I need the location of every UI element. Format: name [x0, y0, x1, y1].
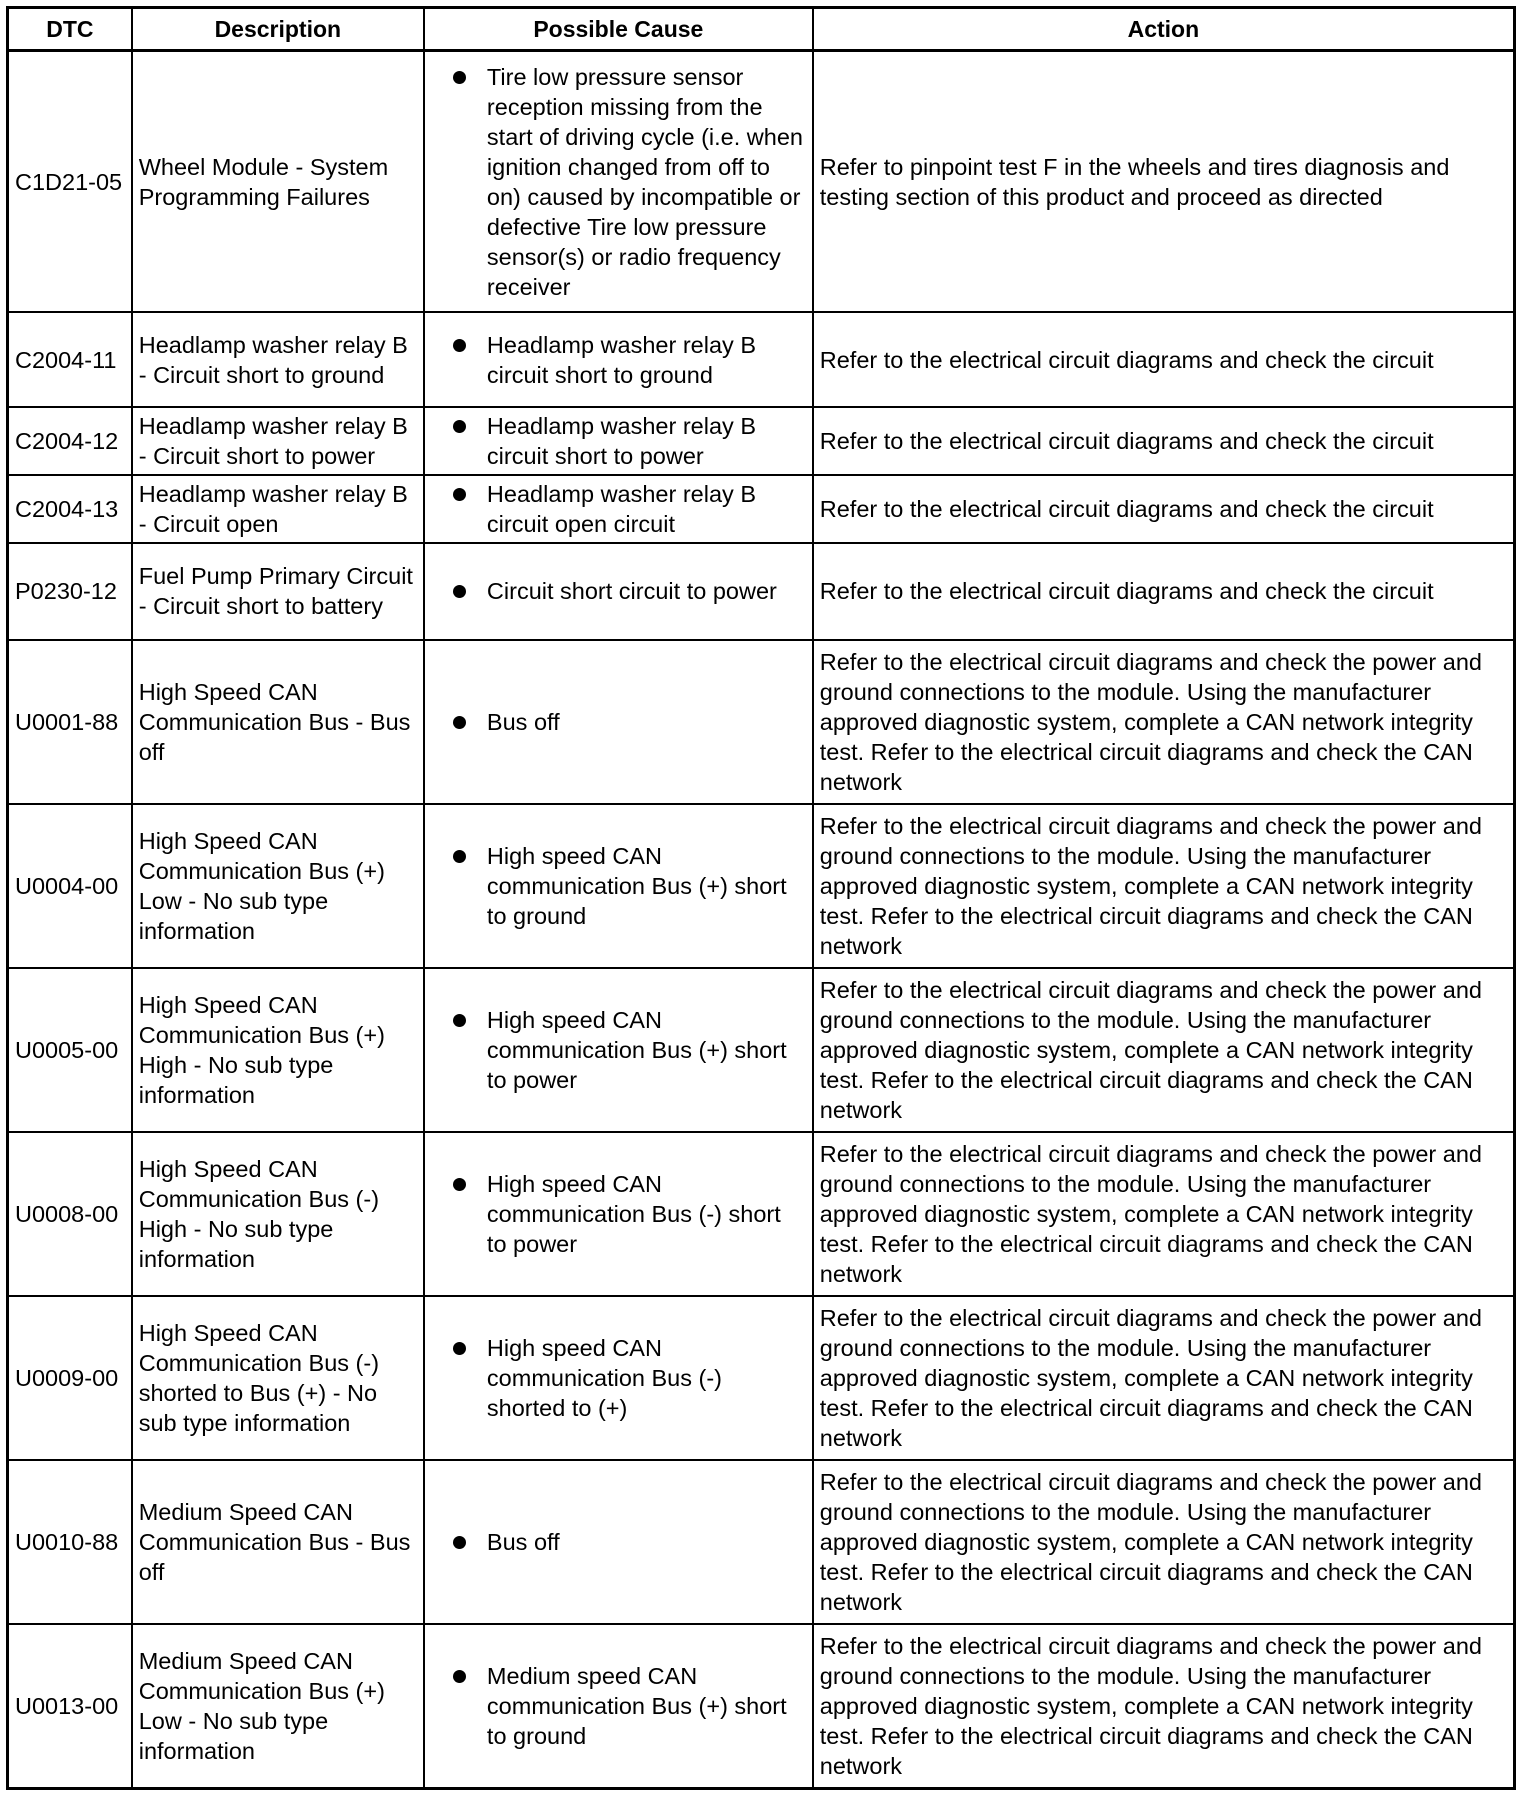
bullet-icon — [453, 420, 466, 433]
possible-cause-text: Circuit short circuit to power — [486, 578, 777, 605]
description-cell: Headlamp washer relay B - Circuit short to power — [132, 407, 424, 475]
table-row — [8, 543, 1515, 640]
table-row — [8, 312, 1515, 407]
bullet-icon — [453, 339, 466, 352]
table-row — [8, 1624, 1515, 1789]
possible-cause-item — [431, 707, 806, 737]
description-cell: Fuel Pump Primary Circuit - Circuit short to battery — [132, 543, 424, 640]
possible-cause-item — [431, 1005, 806, 1095]
table-row — [8, 804, 1515, 968]
possible-cause-cell — [424, 640, 813, 804]
table-row — [8, 968, 1515, 1132]
possible-cause-cell — [424, 51, 813, 313]
possible-cause-item — [431, 62, 806, 302]
possible-cause-text: Headlamp washer relay B circuit open circuit — [486, 480, 756, 537]
bullet-icon — [453, 71, 466, 84]
description-cell: High Speed CAN Communication Bus (+) Low - No sub type information — [132, 804, 424, 968]
action-cell: Refer to the electrical circuit diagrams and check the power and ground connections to the module. Using the manufacturer approved diagnostic system, complete a CAN network integrity test. Refer to the electrical circuit diagrams and check the CAN network — [813, 968, 1515, 1132]
possible-cause-list — [431, 707, 806, 737]
action-cell: Refer to the electrical circuit diagrams and check the circuit — [813, 543, 1515, 640]
bullet-icon — [453, 850, 466, 863]
possible-cause-item — [431, 479, 806, 539]
action-cell: Refer to the electrical circuit diagrams and check the power and ground connections to the module. Using the manufacturer approved diagnostic system, complete a CAN network integrity test. Refer to the electrical circuit diagrams and check the CAN network — [813, 1296, 1515, 1460]
dtc-code-cell: U0008-00 — [8, 1132, 132, 1296]
possible-cause-item — [431, 330, 806, 390]
bullet-icon — [453, 716, 466, 729]
possible-cause-item — [431, 411, 806, 471]
possible-cause-text: Tire low pressure sensor reception missing from the start of driving cycle (i.e. when ignition changed from off to on) caused by incompatible or defective Tire low pressure sensor(s) or radio frequency receiver — [486, 63, 803, 300]
possible-cause-text: Medium speed CAN communication Bus (+) short to ground — [486, 1662, 787, 1749]
possible-cause-item — [431, 576, 806, 606]
possible-cause-list — [431, 62, 806, 302]
header-action: Action — [813, 8, 1515, 51]
possible-cause-list — [431, 1661, 806, 1751]
dtc-code-cell: U0004-00 — [8, 804, 132, 968]
dtc-code-cell: U0009-00 — [8, 1296, 132, 1460]
possible-cause-text: High speed CAN communication Bus (+) short to ground — [486, 842, 787, 929]
description-cell: High Speed CAN Communication Bus (-) High - No sub type information — [132, 1132, 424, 1296]
possible-cause-item — [431, 1661, 806, 1751]
table-header-row — [8, 8, 1515, 51]
possible-cause-list — [431, 1169, 806, 1259]
header-dtc: DTC — [8, 8, 132, 51]
description-cell: Medium Speed CAN Communication Bus (+) Low - No sub type information — [132, 1624, 424, 1789]
table-row — [8, 640, 1515, 804]
action-cell: Refer to the electrical circuit diagrams and check the power and ground connections to the module. Using the manufacturer approved diagnostic system, complete a CAN network integrity test. Refer to the electrical circuit diagrams and check the CAN network — [813, 640, 1515, 804]
description-cell: Medium Speed CAN Communication Bus - Bus off — [132, 1460, 424, 1624]
description-cell: High Speed CAN Communication Bus (-) shorted to Bus (+) - No sub type information — [132, 1296, 424, 1460]
table-row — [8, 1296, 1515, 1460]
table-row — [8, 1460, 1515, 1624]
header-description: Description — [132, 8, 424, 51]
action-cell: Refer to the electrical circuit diagrams and check the circuit — [813, 312, 1515, 407]
possible-cause-item — [431, 1169, 806, 1259]
bullet-icon — [453, 488, 466, 501]
table-row — [8, 1132, 1515, 1296]
dtc-table — [6, 6, 1516, 1790]
action-cell: Refer to the electrical circuit diagrams and check the power and ground connections to the module. Using the manufacturer approved diagnostic system, complete a CAN network integrity test. Refer to the electrical circuit diagrams and check the CAN network — [813, 804, 1515, 968]
possible-cause-text: High speed CAN communication Bus (-) short to power — [486, 1170, 781, 1257]
description-cell: High Speed CAN Communication Bus - Bus off — [132, 640, 424, 804]
possible-cause-text: High speed CAN communication Bus (-) shorted to (+) — [486, 1334, 722, 1421]
table-row — [8, 475, 1515, 543]
table-row — [8, 407, 1515, 475]
bullet-icon — [453, 1536, 466, 1549]
dtc-code-cell: C2004-12 — [8, 407, 132, 475]
possible-cause-cell — [424, 312, 813, 407]
dtc-code-cell: U0001-88 — [8, 640, 132, 804]
action-cell: Refer to the electrical circuit diagrams and check the circuit — [813, 475, 1515, 543]
possible-cause-cell — [424, 1132, 813, 1296]
bullet-icon — [453, 1670, 466, 1683]
dtc-code-cell: U0013-00 — [8, 1624, 132, 1789]
possible-cause-text: Headlamp washer relay B circuit short to power — [486, 413, 756, 469]
possible-cause-list — [431, 576, 806, 606]
dtc-code-cell: U0010-88 — [8, 1460, 132, 1624]
dtc-code-cell: C2004-13 — [8, 475, 132, 543]
possible-cause-text: Headlamp washer relay B circuit short to ground — [486, 331, 756, 388]
bullet-icon — [453, 1014, 466, 1027]
dtc-code-cell: U0005-00 — [8, 968, 132, 1132]
bullet-icon — [453, 1178, 466, 1191]
possible-cause-cell — [424, 543, 813, 640]
description-cell: Headlamp washer relay B - Circuit open — [132, 475, 424, 543]
possible-cause-list — [431, 411, 806, 471]
possible-cause-item — [431, 1527, 806, 1557]
header-possible-cause: Possible Cause — [424, 8, 813, 51]
possible-cause-text: Bus off — [486, 1528, 560, 1555]
action-cell: Refer to the electrical circuit diagrams and check the power and ground connections to the module. Using the manufacturer approved diagnostic system, complete a CAN network integrity test. Refer to the electrical circuit diagrams and check the CAN network — [813, 1460, 1515, 1624]
possible-cause-cell — [424, 804, 813, 968]
dtc-code-cell: C1D21-05 — [8, 51, 132, 313]
possible-cause-text: Bus off — [486, 709, 560, 736]
possible-cause-cell — [424, 968, 813, 1132]
description-cell: Wheel Module - System Programming Failures — [132, 51, 424, 313]
possible-cause-list — [431, 1527, 806, 1557]
possible-cause-list — [431, 1333, 806, 1423]
possible-cause-list — [431, 841, 806, 931]
action-cell: Refer to pinpoint test F in the wheels and tires diagnosis and testing section of this product and proceed as directed — [813, 51, 1515, 313]
possible-cause-list — [431, 479, 806, 539]
dtc-code-cell: P0230-12 — [8, 543, 132, 640]
description-cell: Headlamp washer relay B - Circuit short to ground — [132, 312, 424, 407]
possible-cause-list — [431, 330, 806, 390]
action-cell: Refer to the electrical circuit diagrams and check the circuit — [813, 407, 1515, 475]
possible-cause-cell — [424, 407, 813, 475]
possible-cause-cell — [424, 1460, 813, 1624]
description-cell: High Speed CAN Communication Bus (+) High - No sub type information — [132, 968, 424, 1132]
action-cell: Refer to the electrical circuit diagrams and check the power and ground connections to the module. Using the manufacturer approved diagnostic system, complete a CAN network integrity test. Refer to the electrical circuit diagrams and check the CAN network — [813, 1624, 1515, 1789]
table-row — [8, 51, 1515, 313]
possible-cause-cell — [424, 475, 813, 543]
possible-cause-text: High speed CAN communication Bus (+) short to power — [486, 1006, 787, 1093]
action-cell: Refer to the electrical circuit diagrams and check the power and ground connections to the module. Using the manufacturer approved diagnostic system, complete a CAN network integrity test. Refer to the electrical circuit diagrams and check the CAN network — [813, 1132, 1515, 1296]
bullet-icon — [453, 1342, 466, 1355]
possible-cause-item — [431, 1333, 806, 1423]
possible-cause-item — [431, 841, 806, 931]
possible-cause-cell — [424, 1296, 813, 1460]
dtc-code-cell: C2004-11 — [8, 312, 132, 407]
possible-cause-list — [431, 1005, 806, 1095]
bullet-icon — [453, 585, 466, 598]
possible-cause-cell — [424, 1624, 813, 1789]
